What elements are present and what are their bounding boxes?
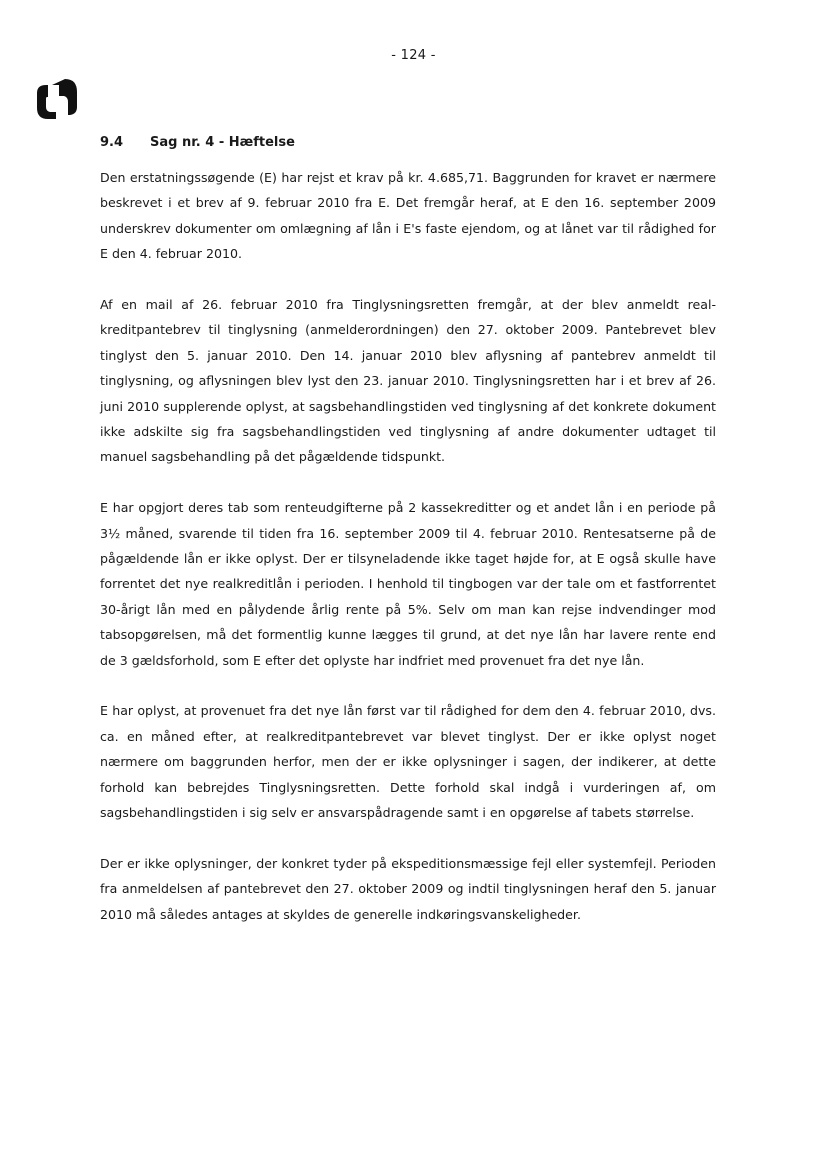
paragraph: E har opgjort deres tab som renteudgifterne på 2 kassekreditter og et andet lån i en periode på 3½ måned, svarende til tiden fra 16. september 2009 til 4. februar 2010. Rentesatserne på de pågældende lån er ikke oplyst. Der er tilsyneladende ikke taget højde for, at E også skulle have forrentet det nye realkreditlån i perioden. I henhold til tingbogen var der tale om et fastforrentet 30-årigt lån med en pålydende årlig rente på 5%. Selv om man kan rejse indvendinger mod tabsopgørelsen, må det formentlig kunne lægges til grund, at det nye lån har lavere rente end de 3 gældsforhold, som E efter det oplyste har indfriet med provenuet fra det nye lån.	[100, 500, 716, 668]
paragraph: Af en mail af 26. februar 2010 fra Tinglysningsretten fremgår, at der blev anmeldt realkreditpantebrev til tinglysning (anmelderordningen) den 27. oktober 2009. Pantebrevet blev tinglyst den 5. januar 2010. Den 14. januar 2010 blev aflysning af pantebrev anmeldt til tinglysning, og aflysningen blev lyst den 23. januar 2010. Tinglysningsretten har i et brev af 26. juni 2010 supplerende oplyst, at sagsbehandlingstiden ved tinglysning af det konkrete dokument ikke adskilte sig fra sagsbehandlingstiden ved tinglysning af andre dokumenter udtaget til manuel sagsbehandling på det pågældende tidspunkt.	[100, 297, 716, 465]
section-number: 9.4	[100, 135, 124, 150]
page-number: - 124 -	[391, 48, 436, 63]
section-content	[100, 132, 716, 953]
paragraph: Der er ikke oplysninger, der konkret tyder på ekspeditionsmæssige fejl eller systemfejl. Perioden fra anmeldelsen af pantebrevet den 27. oktober 2009 og indtil tinglysningen heraf den 5. januar 2010 må således antages at skyldes de generelle indkøringsvanskeligheder.	[100, 855, 716, 922]
publisher-logo-icon	[34, 78, 80, 120]
section-title: Sag nr. 4 - Hæftelse	[150, 135, 295, 150]
paragraph: Den erstatningssøgende (E) har rejst et krav på kr. 4.685,71. Baggrunden for kravet er nærmere beskrevet i et brev af 9. februar 2010 fra E. Det fremgår heraf, at E den 16. september 2009 underskrev dokumenter om omlægning af lån i E's faste ejendom, og at lånet var til rådighed for E den 4. februar 2010.	[100, 170, 716, 262]
section-heading	[100, 132, 716, 154]
paragraph: E har oplyst, at provenuet fra det nye lån først var til rådighed for dem den 4. februar 2010, dvs. ca. en måned efter, at realkreditpantebrevet var blevet tinglyst. Der er ikke oplyst noget nærmere om baggrunden herfor, men der er ikke oplysninger i sagen, der indikerer, at dette forhold kan bebrejdes Tinglysningsretten. Dette forhold skal indgå i vurderingen af, om sagsbehandlingstiden i sig selv er ansvarspådragende samt i en opgørelse af tabets størrelse.	[100, 703, 716, 821]
